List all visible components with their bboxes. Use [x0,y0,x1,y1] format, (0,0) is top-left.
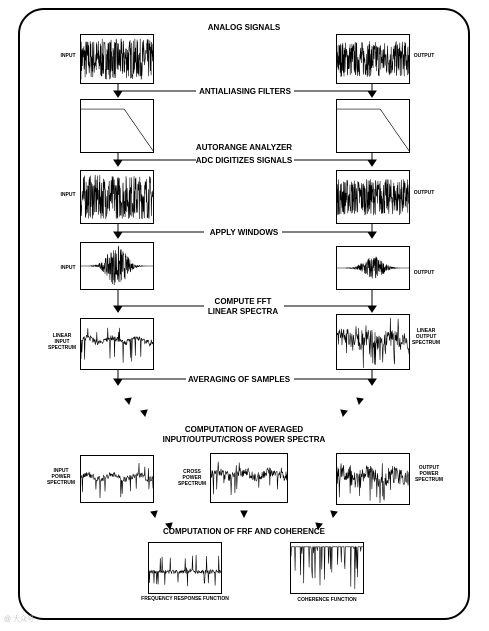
averaging-samples-label: AVERAGING OF SAMPLES [187,375,291,384]
waveform-trace [149,555,221,586]
frf-coherence-label: COMPUTATION OF FRF AND COHERENCE [162,527,326,536]
waveform-trace [337,41,409,77]
cross-power-spectrum-label: CROSS POWER SPECTRUM [177,469,207,487]
frf-caption: FREQUENCY RESPONSE FUNCTION [141,596,229,602]
output-power-spectrum-plot [336,453,410,505]
analog-signals-title: ANALOG SIGNALS [207,23,281,32]
waveform-trace [81,39,153,80]
linear-input-spectrum-plot [80,318,154,370]
output-label-2: OUTPUT [413,190,435,196]
waveform-trace [81,175,153,219]
waveform-trace [337,257,409,279]
output-digitized-plot [336,170,410,224]
linear-spectra-label: LINEAR SPECTRA [207,307,279,316]
input-digitized-plot [80,170,154,224]
waveform-trace [211,462,287,495]
antialiasing-filters-label: ANTIALIASING FILTERS [199,87,291,96]
waveform-trace [337,109,409,151]
input-label-1: INPUT [60,53,76,59]
input-power-spectrum-plot [80,455,154,503]
apply-windows-label: APPLY WINDOWS [209,228,279,237]
waveform-trace [337,318,409,368]
waveform-trace [81,328,153,363]
waveform-trace [81,247,153,286]
frf-plot [148,542,222,594]
output-label-1: OUTPUT [413,53,435,59]
output-windowed-plot [336,246,410,290]
waveform-trace [291,547,363,589]
watermark: @ 大众号 [4,616,35,623]
input-label-2: INPUT [60,192,76,198]
input-windowed-plot [80,242,154,290]
averaged-power-label: COMPUTATION OF AVERAGED [184,425,304,434]
input-filter-plot [80,99,154,153]
cross-power-spectra-label: INPUT/OUTPUT/CROSS POWER SPECTRA [162,435,326,444]
coherence-caption: COHERENCE FUNCTION [297,597,357,603]
input-label-3: INPUT [60,265,76,271]
waveform-trace [337,179,409,215]
adc-digitizes-label: ADC DIGITIZES SIGNALS [195,156,293,165]
linear-input-spectrum-label: LINEAR INPUT SPECTRUM [48,333,77,351]
coherence-plot [290,542,364,594]
linear-output-spectrum-plot [336,314,410,370]
output-signal-plot [336,34,410,84]
output-power-spectrum-label: OUTPUT POWER SPECTRUM [414,465,444,483]
output-label-3: OUTPUT [413,270,435,276]
autorange-analyzer-label: AUTORANGE ANALYZER [195,143,293,152]
compute-fft-label: COMPUTE FFT [214,297,272,306]
input-power-spectrum-label: INPUT POWER SPECTRUM [46,468,76,486]
waveform-trace [337,463,409,503]
linear-output-spectrum-label: LINEAR OUTPUT SPECTRUM [411,328,441,346]
waveform-trace [81,109,153,151]
cross-power-spectrum-plot [210,453,288,503]
output-filter-plot [336,99,410,153]
input-signal-plot [80,34,154,84]
waveform-trace [81,463,153,498]
